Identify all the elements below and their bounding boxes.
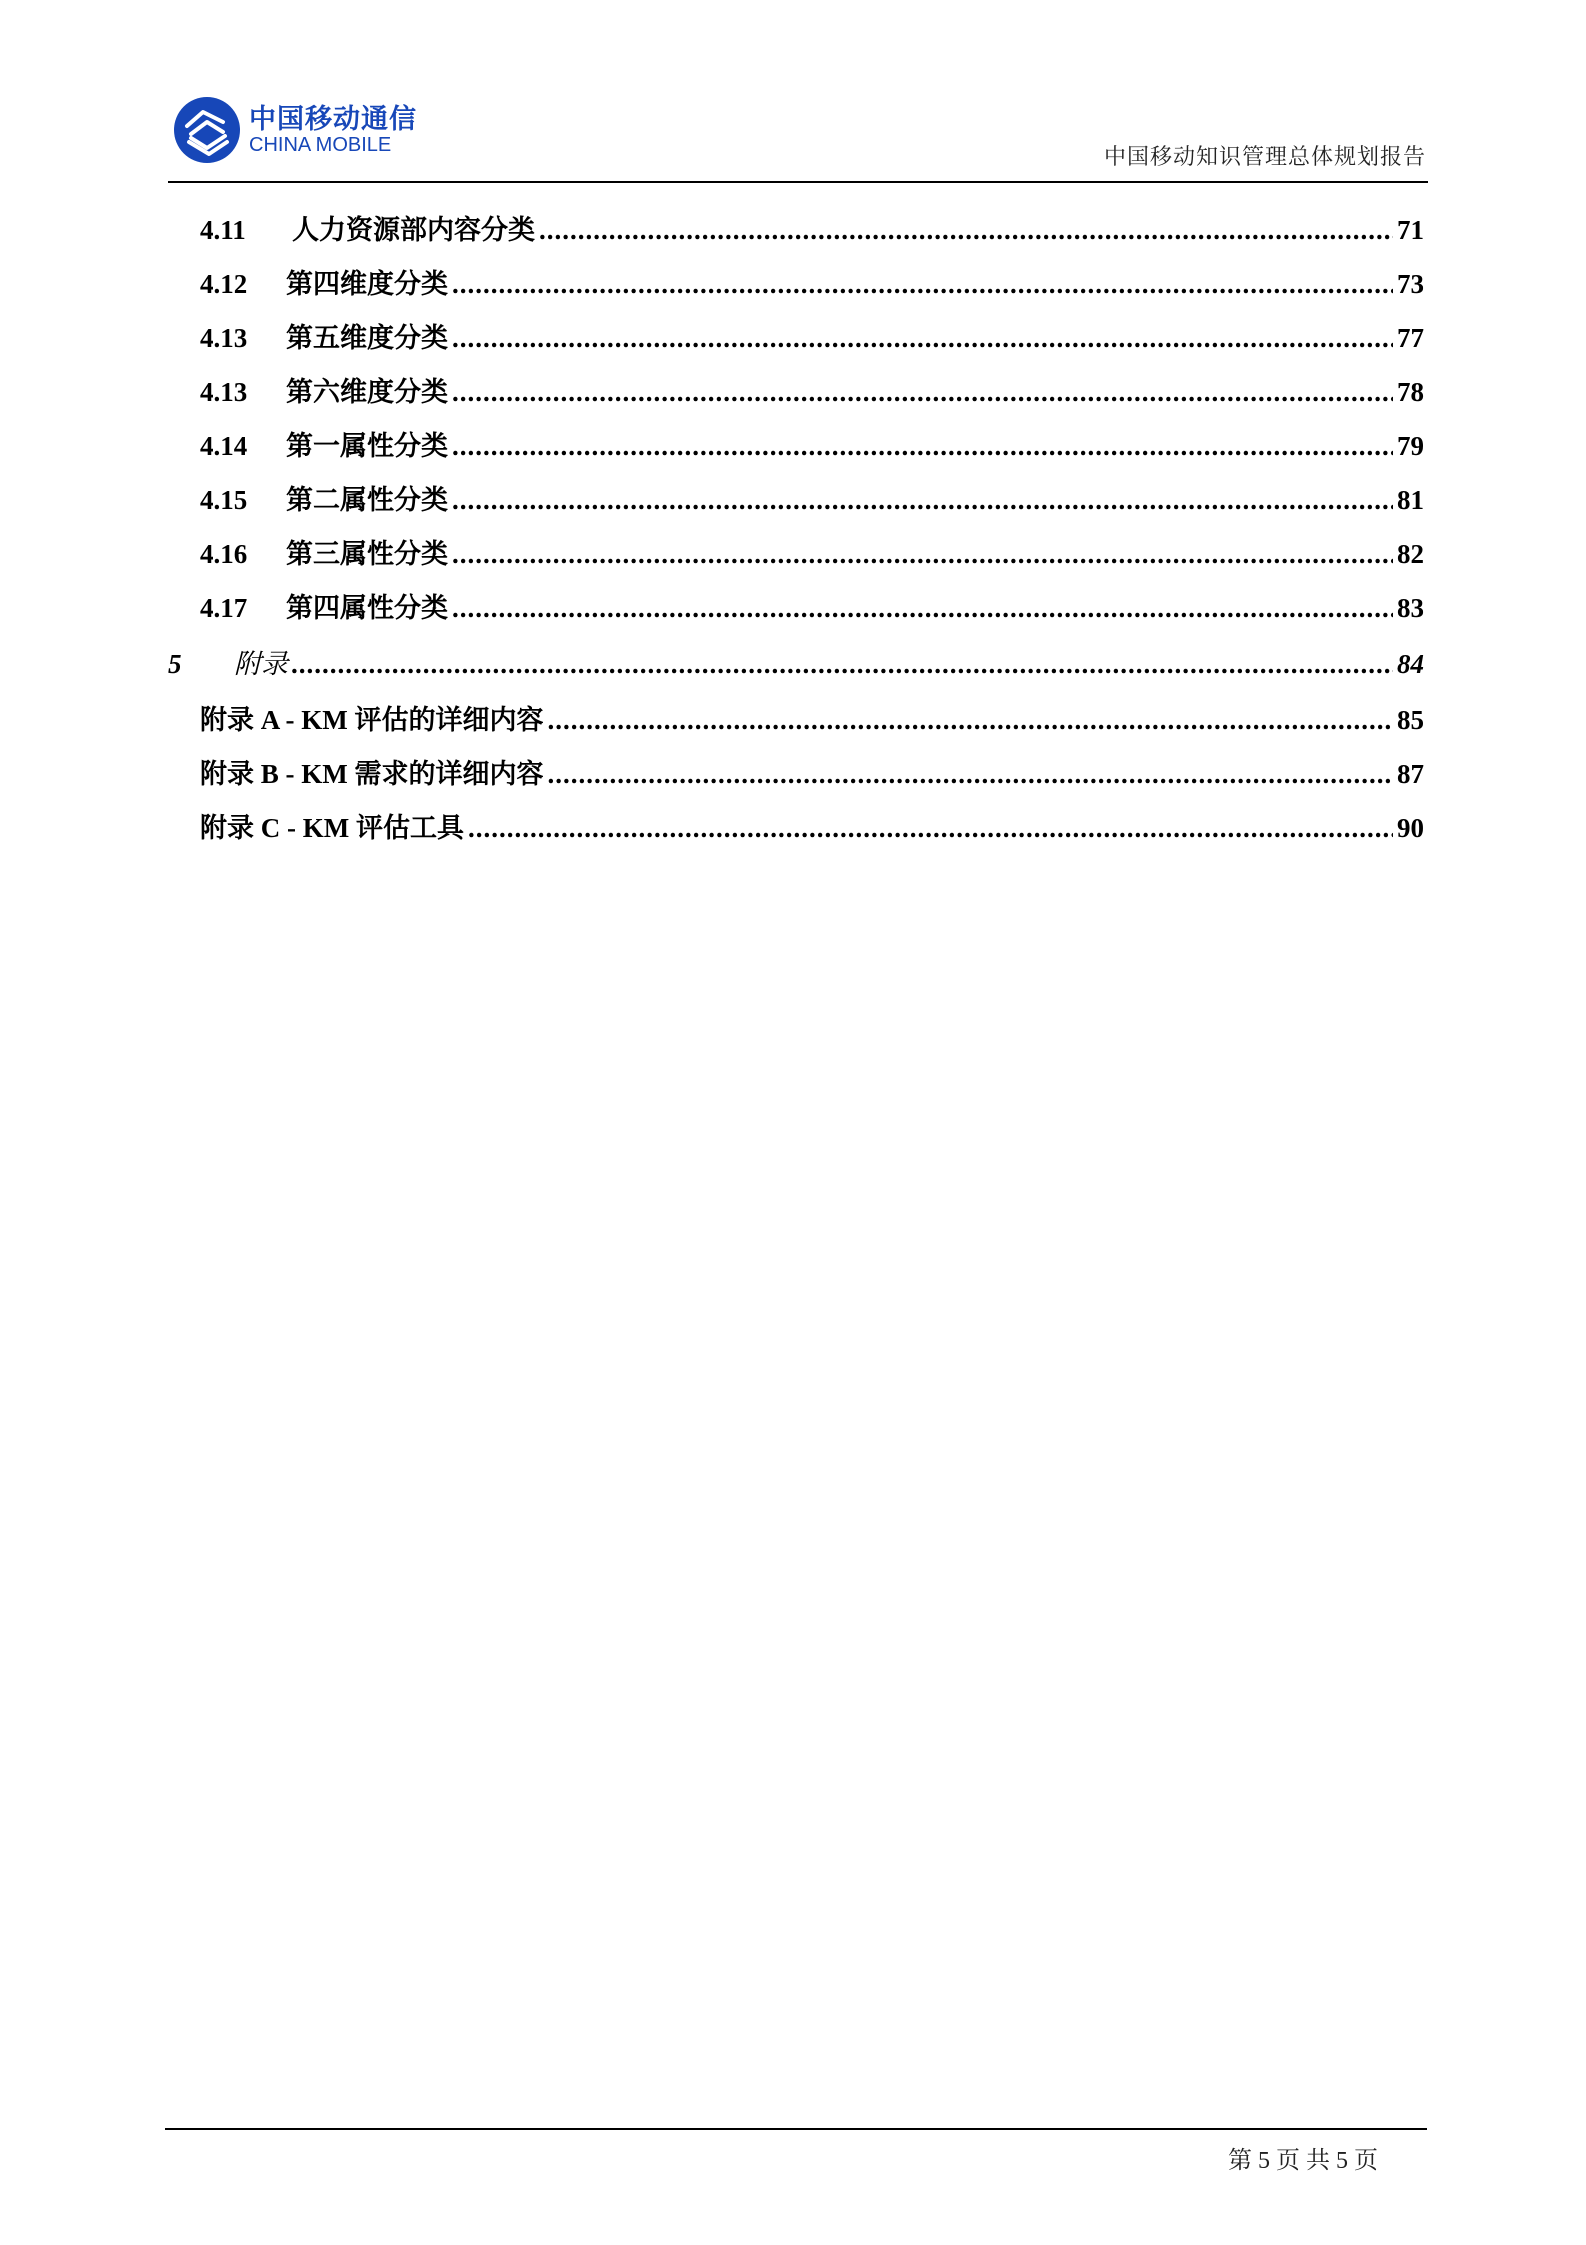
china-mobile-logo-icon — [173, 96, 241, 164]
toc-title: 附录 B - KM 需求的详细内容 — [200, 759, 544, 789]
toc-number: 4.15 — [200, 485, 248, 515]
toc-title: 第一属性分类 — [286, 431, 448, 461]
toc-entry-appendix[interactable] — [200, 752, 1424, 792]
toc-page-number: 87 — [1397, 759, 1424, 789]
toc-page-number: 81 — [1397, 485, 1424, 515]
logo-chinese-text: 中国移动通信 — [249, 104, 417, 134]
toc-number: 4.14 — [200, 431, 248, 461]
toc-page-number: 85 — [1397, 705, 1424, 735]
toc-number: 4.16 — [200, 539, 248, 569]
toc-page-number: 83 — [1397, 593, 1424, 623]
toc-title: 第四属性分类 — [286, 593, 448, 623]
footer-divider — [165, 2128, 1427, 2130]
toc-number: 4.12 — [200, 269, 248, 299]
toc-page-number: 79 — [1397, 431, 1424, 461]
toc-number: 4.11 — [200, 215, 246, 245]
toc-leader-dots — [452, 539, 1393, 570]
toc-number: 4.13 — [200, 323, 248, 353]
toc-title: 附录 — [234, 649, 288, 680]
toc-entry[interactable] — [200, 370, 1424, 410]
toc-title: 第四维度分类 — [286, 269, 448, 299]
toc-title: 第五维度分类 — [286, 323, 448, 353]
toc-page-number: 90 — [1397, 813, 1424, 843]
toc-entry-appendix[interactable] — [200, 806, 1424, 846]
toc-number: 4.13 — [200, 377, 248, 407]
toc-title: 第二属性分类 — [286, 485, 448, 515]
toc-leader-dots — [548, 759, 1394, 790]
toc-leader-dots — [452, 377, 1393, 408]
toc-leader-dots — [539, 215, 1393, 246]
document-title: 中国移动知识管理总体规划报告 — [1103, 144, 1426, 169]
toc-leader-dots — [452, 431, 1393, 462]
toc-number: 5 — [168, 649, 182, 679]
toc-entry[interactable] — [200, 586, 1424, 626]
header-divider — [168, 181, 1428, 183]
toc-page-number: 78 — [1397, 377, 1424, 407]
toc-entry[interactable] — [200, 316, 1424, 356]
toc-page-number: 71 — [1397, 215, 1424, 245]
page-number-footer: 第 5 页 共 5 页 — [1228, 2148, 1378, 2174]
toc-leader-dots — [452, 269, 1393, 300]
toc-title: 第三属性分类 — [286, 539, 448, 569]
toc-leader-dots — [452, 593, 1393, 624]
toc-leader-dots — [468, 813, 1393, 844]
toc-number: 4.17 — [200, 593, 248, 623]
toc-leader-dots — [548, 705, 1394, 736]
toc-entry-chapter[interactable] — [168, 642, 1424, 682]
toc-entry-appendix[interactable] — [200, 698, 1424, 738]
toc-title: 附录 C - KM 评估工具 — [200, 813, 464, 843]
toc-page-number: 73 — [1397, 269, 1424, 299]
logo-english-text: CHINA MOBILE — [249, 134, 392, 156]
toc-title: 附录 A - KM 评估的详细内容 — [200, 705, 544, 735]
toc-entry[interactable] — [200, 262, 1424, 302]
toc-title: 第六维度分类 — [286, 377, 448, 407]
toc-entry[interactable] — [200, 532, 1424, 572]
toc-entry[interactable] — [200, 424, 1424, 464]
toc-page-number: 84 — [1397, 649, 1424, 679]
toc-title: 人力资源部内容分类 — [292, 215, 535, 245]
toc-leader-dots — [452, 323, 1393, 354]
toc-leader-dots — [292, 649, 1393, 680]
toc-entry[interactable] — [200, 208, 1424, 248]
toc-page-number: 77 — [1397, 323, 1424, 353]
toc-leader-dots — [452, 485, 1393, 516]
toc-entry[interactable] — [200, 478, 1424, 518]
china-mobile-logo — [173, 96, 417, 164]
toc-page-number: 82 — [1397, 539, 1424, 569]
